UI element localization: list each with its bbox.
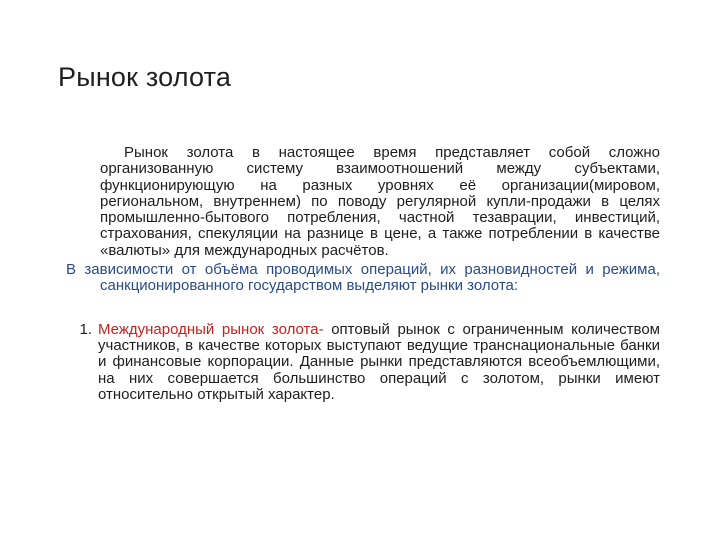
slide-content [62, 145, 660, 403]
slide-title: Рынок золота [58, 62, 232, 92]
list-item-term: Международный рынок золота- [98, 320, 324, 338]
list-item [62, 322, 660, 403]
list-item-text: оптовый рынок с ограниченным количеством участников, в качестве которых выступают ведущие транснациональные банки и финансовые корпорации. Данные рынки представляются всеобъемлющими, на них совершается большинство операций с золотом, рынки имеют относительно открытый характер. [98, 320, 660, 403]
list-item-body [98, 322, 660, 403]
classification-paragraph: В зависимости от объёма проводимых операций, их разновидностей и режима, санкционированного государством выделяют рынки золота: [66, 261, 660, 295]
market-list [62, 322, 660, 403]
list-item-number: 1. [79, 320, 92, 338]
intro-paragraph: Рынок золота в настоящее время представляет собой сложно организованную систему взаимоотношений между субъектами, функционирующую на разных уровнях её организации(мировом, региональном, внутреннем) по поводу регулярной купли-продажи в целях промышленно-бытового потребления, частной тезаврации, инвестиций, страхования, спекуляции на разнице в цене, а также потреблении в качестве «валюты» для международных расчётов. [100, 144, 660, 259]
